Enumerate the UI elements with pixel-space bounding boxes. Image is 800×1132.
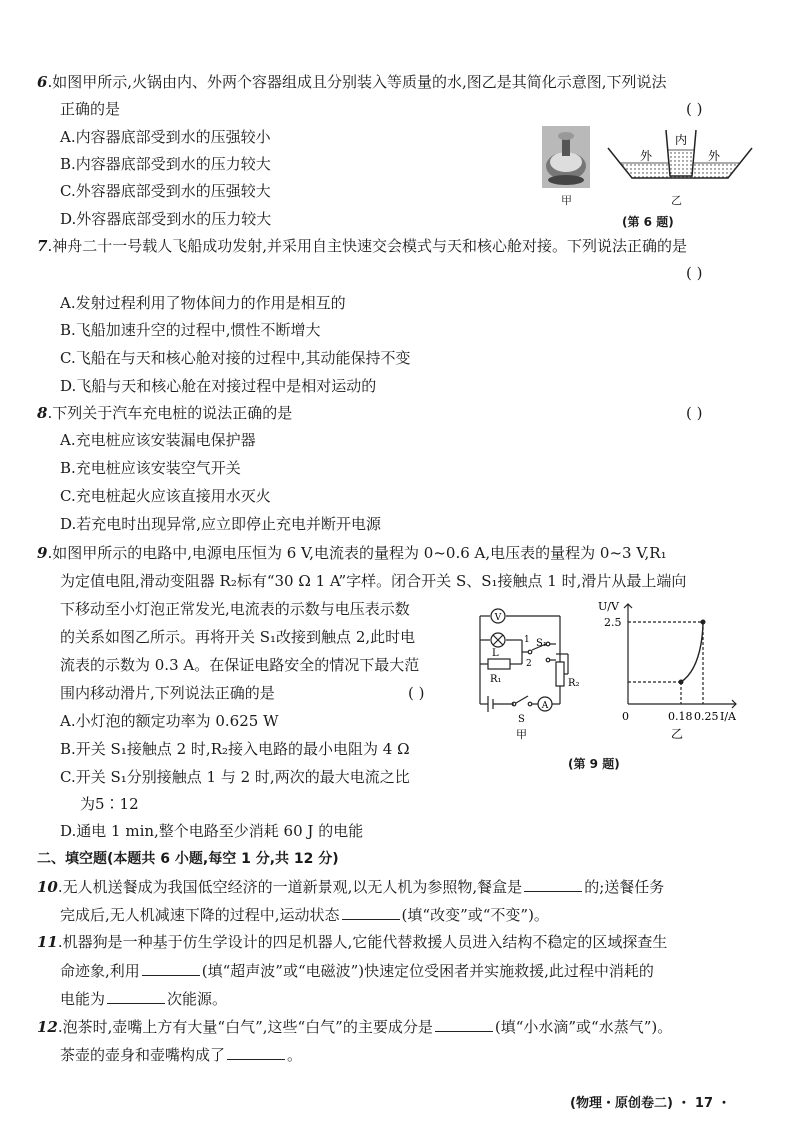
q11-line2: 命迹象,利用 (填“超声波”或“电磁波”)快速定位受困者并实施救援,此过程中消耗的 <box>60 962 654 980</box>
q7-option-a: A.发射过程利用了物体间力的作用是相互的 <box>60 294 346 312</box>
q6-fig-jia-label: 甲 <box>561 194 572 207</box>
q11-blank-1[interactable] <box>142 960 200 976</box>
graph-yi-label: 乙 <box>671 727 684 741</box>
q9-stem-line3: 下移动至小灯泡正常发光,电流表的示数与电压表示数 <box>60 600 410 618</box>
voltmeter-label: V <box>494 613 502 623</box>
q7-option-d: D.飞船与天和核心舱在对接过程中是相对运动的 <box>60 377 377 395</box>
q9-stem-line6: 围内移动滑片,下列说法正确的是 <box>60 684 275 702</box>
q6-number: 6 <box>37 73 48 91</box>
q9-answer-bracket: ( ) <box>408 684 425 702</box>
q8-answer-bracket: ( ) <box>686 404 703 422</box>
q11-blank-2[interactable] <box>107 988 165 1004</box>
q9-option-b: B.开关 S₁接触点 2 时,R₂接入电路的最小电阻为 4 Ω <box>60 740 410 758</box>
q12-number: 12 <box>37 1018 58 1036</box>
q6-fig-yi-label: 乙 <box>671 194 682 207</box>
q10-line2: 完成后,无人机减速下降的过程中,运动状态 (填“改变”或“不变”)。 <box>60 906 549 924</box>
q9-number: 9 <box>37 544 48 562</box>
q9-figure-caption: (第 9 题) <box>568 757 620 771</box>
q9-stem-line1: 9.如图甲所示的电路中,电源电压恒为 6 V,电流表的量程为 0~0.6 A,电压表的量程为 0~3 V,R₁ <box>37 544 667 562</box>
graph-u-axis-label: U/V <box>598 600 619 613</box>
q7-option-c: C.飞船在与天和核心舱对接的过程中,其动能保持不变 <box>60 349 411 367</box>
graph-y-tick-label: 2.5 <box>604 616 622 629</box>
q10-line1: 10.无人机送餐成为我国低空经济的一道新景观,以无人机为参照物,餐盒是 的;送餐任务 <box>37 878 665 896</box>
q8-stem: 8.下列关于汽车充电桩的说法正确的是 <box>37 404 293 422</box>
q8-option-a: A.充电桩应该安装漏电保护器 <box>60 431 256 449</box>
switch-s1-label: S₁ <box>536 638 547 649</box>
q12-line2: 茶壶的壶身和壶嘴构成了 。 <box>60 1046 303 1064</box>
q11-line1: 11.机器狗是一种基于仿生学设计的四足机器人,它能代替救援人员进入结构不稳定的区域探查生 <box>37 933 668 951</box>
q12-blank-1[interactable] <box>435 1016 493 1032</box>
q8-option-d: D.若充电时出现异常,应立即停止充电并断开电源 <box>60 515 382 533</box>
q7-number: 7 <box>37 237 48 255</box>
r2-label: R₂ <box>568 678 580 689</box>
circuit-jia-label: 甲 <box>516 728 527 741</box>
lamp-l-label: L <box>492 648 499 659</box>
q6-option-b: B.内容器底部受到水的压力较大 <box>60 155 271 173</box>
q6-hotpot-photo <box>542 126 590 188</box>
q9-option-c-cont: 为5∶12 <box>80 795 139 813</box>
q9-circuit-diagram <box>474 604 584 744</box>
q6-option-c: C.外容器底部受到水的压强较大 <box>60 182 271 200</box>
r1-label: R₁ <box>490 674 502 685</box>
graph-point-high <box>701 620 706 625</box>
q9-option-c: C.开关 S₁分别接触点 1 与 2 时,两次的最大电流之比 <box>60 768 410 786</box>
contact-1-label: 1 <box>524 635 530 645</box>
graph-x-tick-025: 0.25 <box>694 710 719 723</box>
q9-u-i-graph <box>588 594 748 744</box>
q9-option-a: A.小灯泡的额定功率为 0.625 W <box>60 712 279 730</box>
page-footer: (物理・原创卷二) ・ 17 ・ <box>570 1096 731 1111</box>
q6-option-d: D.外容器底部受到水的压力较大 <box>60 210 272 228</box>
q10-number: 10 <box>37 878 58 896</box>
q6-answer-bracket: ( ) <box>686 100 703 118</box>
graph-origin-label: 0 <box>622 710 629 723</box>
q7-answer-bracket: ( ) <box>686 264 703 282</box>
q8-option-b: B.充电桩应该安装空气开关 <box>60 459 241 477</box>
q9-stem-line5: 流表的示数为 0.3 A。在保证电路安全的情况下最大范 <box>60 656 420 674</box>
q10-blank-1[interactable] <box>524 876 582 892</box>
q6-option-a: A.内容器底部受到水的压强较小 <box>60 128 271 146</box>
q6-fig-nei-label: 内 <box>674 133 688 147</box>
switch-s-label: S <box>518 714 525 725</box>
section-2-title: 二、填空题(本题共 6 小题,每空 1 分,共 12 分) <box>37 851 339 867</box>
q12-line1: 12.泡茶时,壶嘴上方有大量“白气”,这些“白气”的主要成分是 (填“小水滴”或“水蒸气”)。 <box>37 1018 673 1036</box>
q7-stem: 7.神舟二十一号载人飞船成功发射,并采用自主快速交会模式与天和核心舱对接。下列说法正确的是 <box>37 237 687 255</box>
q6-container-diagram <box>606 128 754 196</box>
q6-fig-wai-left-label: 外 <box>639 149 653 163</box>
q8-option-c: C.充电桩起火应该直接用水灭火 <box>60 487 271 505</box>
q11-line3: 电能为 次能源。 <box>60 990 228 1008</box>
q8-number: 8 <box>37 404 48 422</box>
q9-option-d: D.通电 1 min,整个电路至少消耗 60 J 的电能 <box>60 822 364 840</box>
q11-number: 11 <box>37 933 58 951</box>
graph-point-low <box>679 680 684 685</box>
q6-figure-caption: (第 6 题) <box>622 215 674 229</box>
q6-stem-line1: 6.如图甲所示,火锅由内、外两个容器组成且分别装入等质量的水,图乙是其简化示意图,下列说法 <box>37 73 667 91</box>
graph-x-tick-018: 0.18 <box>668 710 693 723</box>
q12-blank-2[interactable] <box>227 1044 285 1060</box>
q6-stem-line2: 正确的是 <box>60 100 121 118</box>
ammeter-label: A <box>541 701 549 711</box>
graph-i-axis-label: I/A <box>720 710 736 723</box>
q10-blank-2[interactable] <box>342 904 400 920</box>
contact-2-label: 2 <box>526 659 532 669</box>
q6-fig-wai-right-label: 外 <box>707 149 721 163</box>
q7-option-b: B.飞船加速升空的过程中,惯性不断增大 <box>60 321 321 339</box>
q9-stem-line4: 的关系如图乙所示。再将开关 S₁改接到触点 2,此时电 <box>60 628 416 646</box>
q9-stem-line2: 为定值电阻,滑动变阻器 R₂标有“30 Ω 1 A”字样。闭合开关 S、S₁接触点 1 时,滑片从最上端向 <box>60 572 687 590</box>
